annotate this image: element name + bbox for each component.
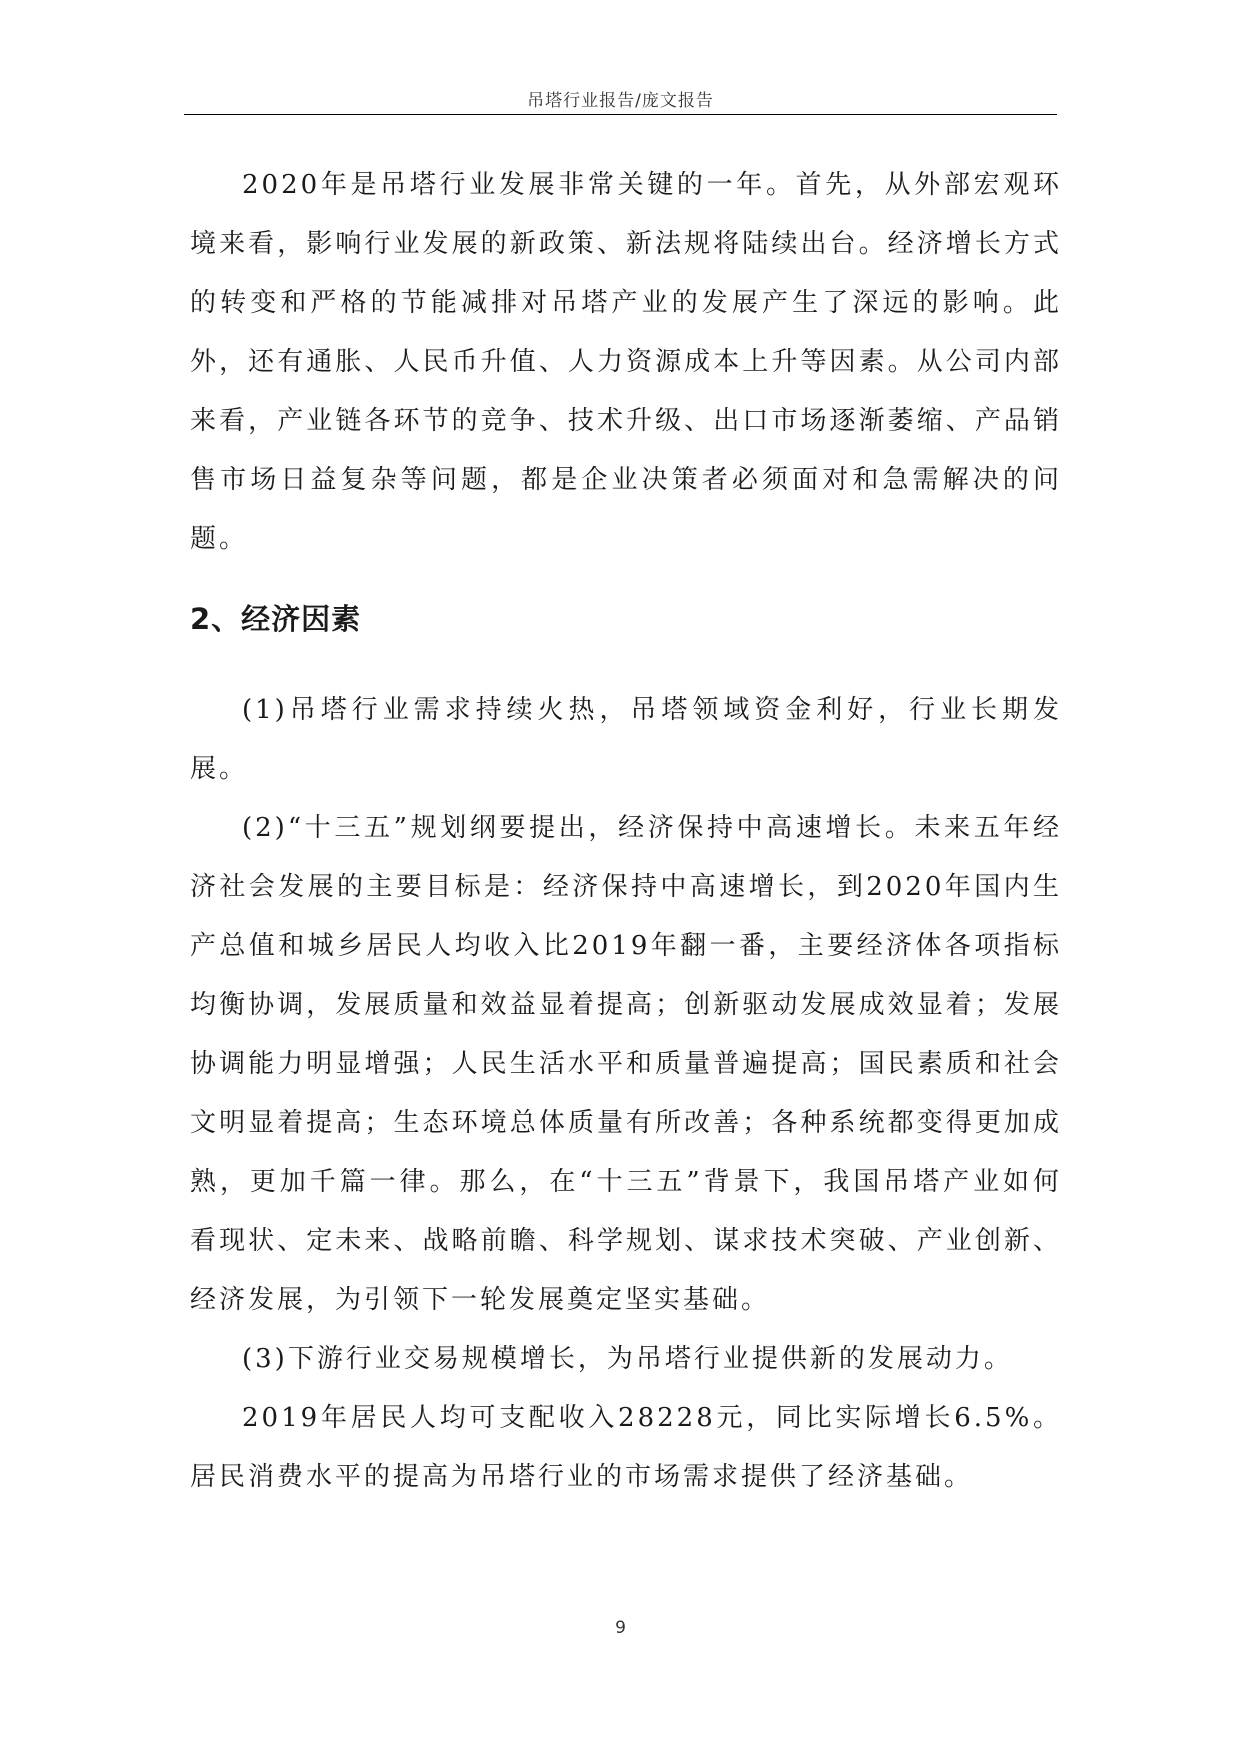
page-number: 9: [615, 1618, 626, 1638]
page-header-title: 吊塔行业报告/庞文报告: [527, 91, 714, 111]
section-heading: 2、经济因素: [190, 602, 362, 636]
header-divider: [184, 114, 1057, 115]
paragraph-item-3: (3)下游行业交易规模增长，为吊塔行业提供新的发展动力。: [242, 1344, 1013, 1374]
spacer: [190, 639, 1062, 681]
spacer: [190, 569, 1062, 599]
paragraph-income: 2019年居民人均可支配收入28228元，同比实际增长6.5%。居民消费水平的提高为吊塔行业的市场需求提供了经济基础。: [190, 1403, 1062, 1492]
paragraph-item-2: (2)“十三五”规划纲要提出，经济保持中高速增长。未来五年经济社会发展的主要目标是：经济保持中高速增长，到2020年国内生产总值和城乡居民人均收入比2019年翻一番，主要经济体各项指标均衡协调，发展质量和效益显着提高；创新驱动发展成效显着；发展协调能力明显增强；人民生活水平和质量普遍提高；国民素质和社会文明显着提高；生态环境总体质量有所改善；各种系统都变得更加成熟，更加千篇一律。那么，在“十三五”背景下，我国吊塔产业如何看现状、定未来、战略前瞻、科学规划、谋求技术突破、产业创新、经济发展，为引领下一轮发展奠定坚实基础。: [190, 813, 1062, 1315]
paragraph-item-1: (1)吊塔行业需求持续火热，吊塔领域资金利好，行业长期发展。: [190, 695, 1062, 784]
intro-paragraph: 2020年是吊塔行业发展非常关键的一年。首先，从外部宏观环境来看，影响行业发展的新政策、新法规将陆续出台。经济增长方式的转变和严格的节能减排对吊塔产业的发展产生了深远的影响。此外，还有通胀、人民币升值、人力资源成本上升等因素。从公司内部来看，产业链各环节的竞争、技术升级、出口市场逐渐萎缩、产品销售市场日益复杂等问题，都是企业决策者必须面对和急需解决的问题。: [190, 170, 1062, 554]
document-body: [190, 156, 1062, 1507]
